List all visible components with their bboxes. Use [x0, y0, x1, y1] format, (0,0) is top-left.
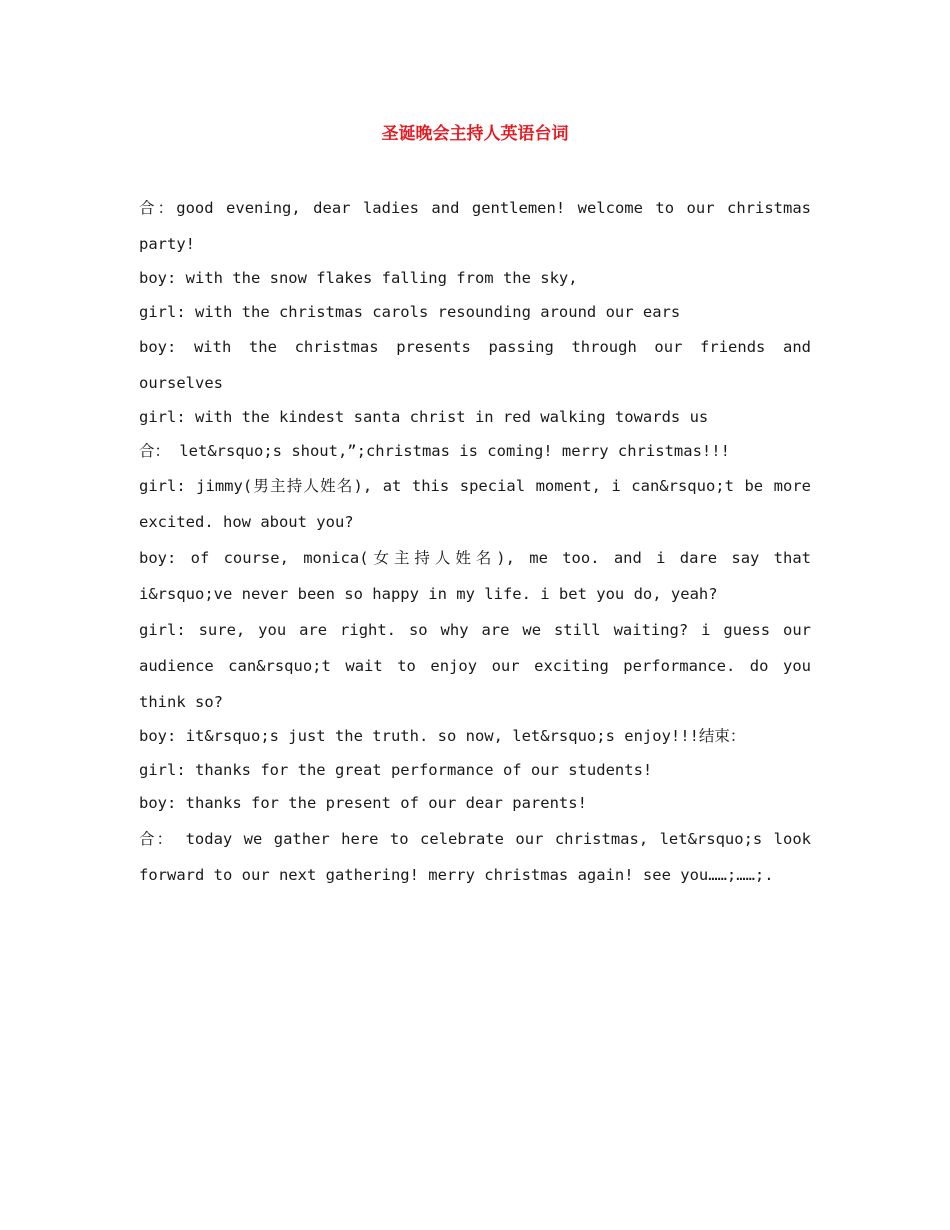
paragraph-girl-santa: girl: with the kindest santa christ in red walking towards us [139, 408, 709, 426]
document-body [139, 190, 811, 893]
paragraph-opening: 合：good evening, dear ladies and gentlemen! welcome to our christmas party! [139, 199, 811, 253]
paragraph-closing: 合： today we gather here to celebrate our christmas, let&rsquo;s look forward to our next gathering! merry christmas again! see you……;……;. [139, 829, 811, 884]
paragraph-boy-thanks: boy: thanks for the present of our dear parents! [139, 794, 587, 812]
paragraph-boy-monica: boy: of course, monica(女主持人姓名), me too. and i dare say that i&rsquo;ve never been so happy in my life. i bet you do, yeah? [139, 549, 811, 603]
paragraph-boy-presents: boy: with the christmas presents passing through our friends and ourselves [139, 338, 811, 392]
paragraph-girl-audience: girl: sure, you are right. so why are we still waiting? i guess our audience can&rsquo;t wait to enjoy our exciting performance. do you think so? [139, 621, 811, 711]
document-title: 圣诞晚会主持人英语台词 [381, 124, 569, 144]
paragraph-girl-thanks: girl: thanks for the great performance of our students! [139, 760, 653, 779]
paragraph-girl-carols: girl: with the christmas carols resounding around our ears [139, 302, 681, 321]
paragraph-boy-snow: boy: with the snow flakes falling from the sky, [139, 269, 578, 287]
paragraph-boy-truth: boy: it&rsquo;s just the truth. so now, let&rsquo;s enjoy!!!结束： [139, 727, 746, 745]
paragraph-shout: 合： let&rsquo;s shout,”;christmas is coming! merry christmas!!! [139, 441, 730, 460]
paragraph-girl-jimmy: girl: jimmy(男主持人姓名), at this special moment, i can&rsquo;t be more excited. how about you? [139, 477, 811, 531]
